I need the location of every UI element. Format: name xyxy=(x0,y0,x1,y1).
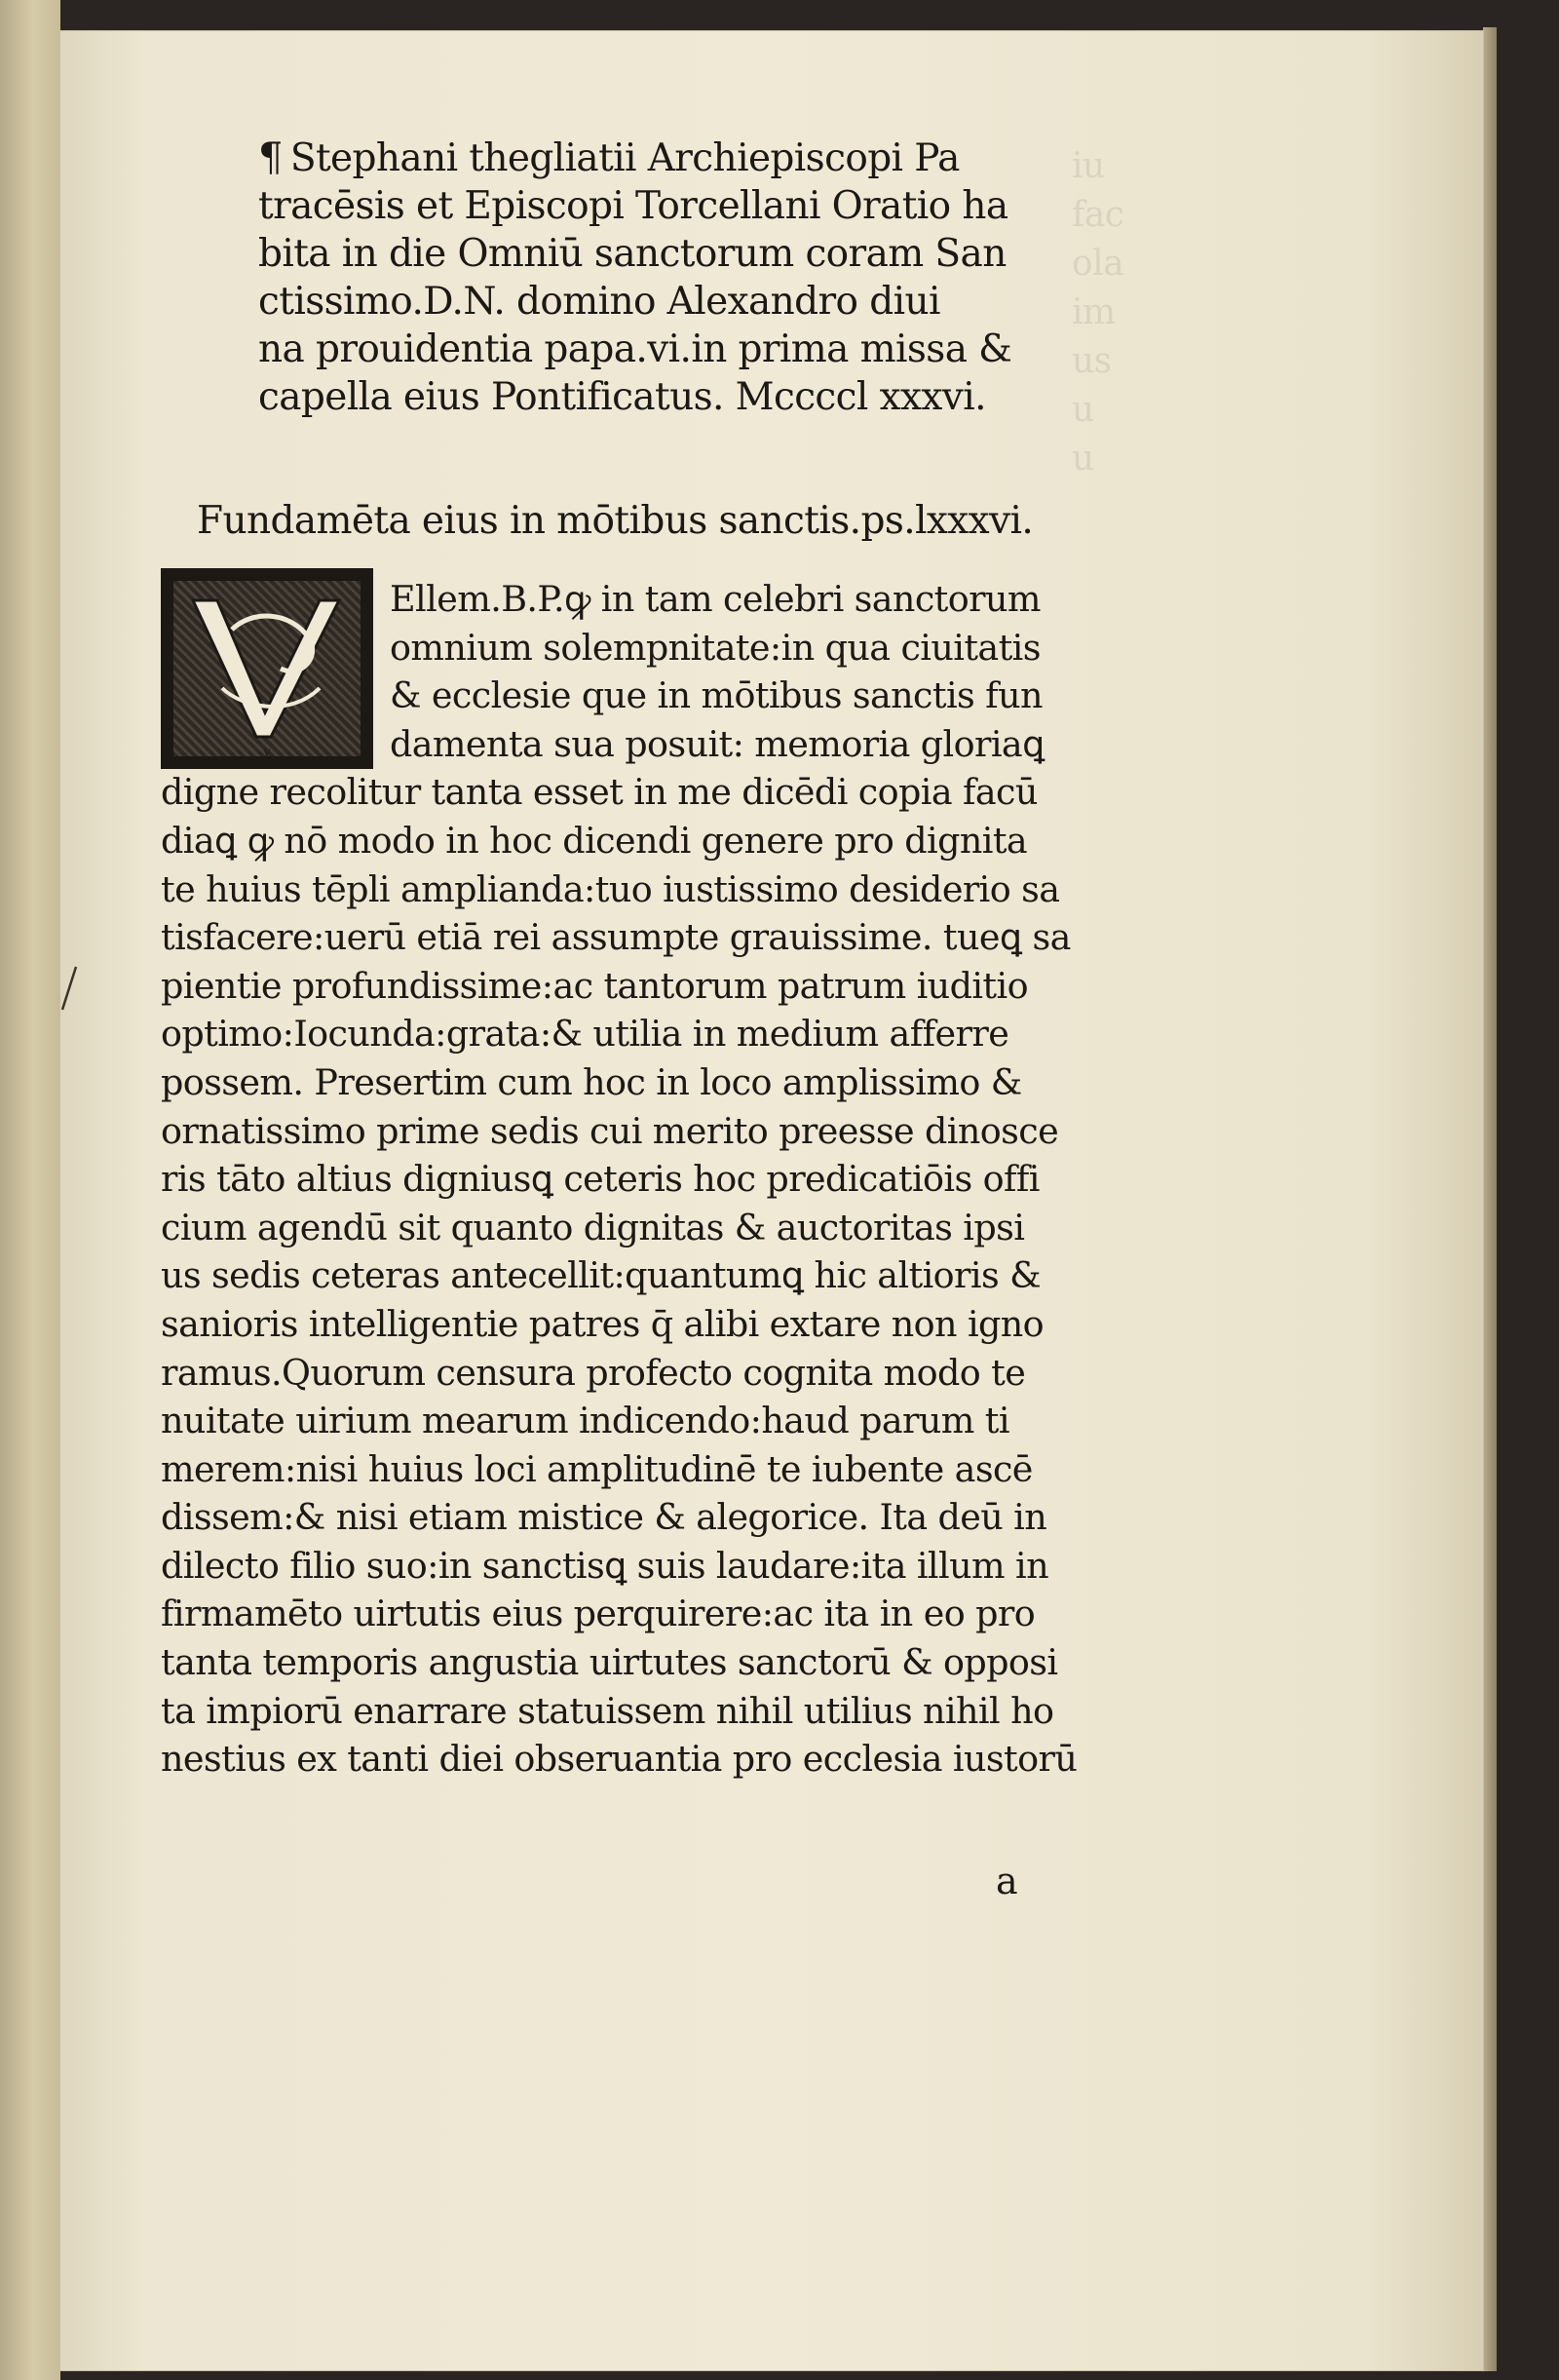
heading-line: ¶ Stephani thegliatii Archiepiscopi Pa xyxy=(258,135,960,180)
body-line: optimo:Iocunda:grata:& utilia in medium afferre xyxy=(161,1013,1009,1056)
heading-line: na prouidentia papa.vi.in prima missa & xyxy=(258,327,1012,371)
body-line: te huius tēpli amplianda:tuo iustissimo desiderio sa xyxy=(161,867,1060,910)
heading-line: tracēsis et Episcopi Torcellani Oratio ha xyxy=(258,184,1008,228)
body-line: tisfacere:uerū etiā rei assumpte grauissime. tueꝗ sa xyxy=(161,916,1071,959)
body-text xyxy=(161,575,1135,1784)
body-line: dilecto filio suo:in sanctisꝗ suis laudare:ita illum in xyxy=(161,1544,1048,1587)
body-line: omnium solempnitate:in qua ciuitatis xyxy=(390,626,1041,669)
page-edge xyxy=(1483,27,1497,2371)
heading-line: capella eius Pontificatus. Mccccl xxxvi. xyxy=(258,375,986,419)
heading xyxy=(258,134,1028,421)
scripture-text-line: Fundamēta eius in mōtibus sanctis.ps.lxxxvi. xyxy=(197,499,1034,543)
body-line: ramus.Quorum censura profecto cognita modo te xyxy=(161,1351,1026,1394)
body-line: nuitate uirium mearum indicendo:haud parum ti xyxy=(161,1400,1009,1442)
body-line: cium agendū sit quanto dignitas & auctoritas ipsi xyxy=(161,1206,1025,1248)
body-line: & ecclesie que in mōtibus sanctis fun xyxy=(390,674,1043,717)
pilcrow-icon: ¶ xyxy=(258,135,283,180)
body-line: digne recolitur tanta esset in me dicēdi copia facū xyxy=(161,771,1038,814)
body-line: damenta sua posuit: memoria gloriaꝗ xyxy=(390,722,1045,765)
margin-pen-mark-icon xyxy=(55,965,82,1014)
body-line: firmamēto uirtutis eius perquirere:ac ita in eo pro xyxy=(161,1593,1036,1635)
body-line: sanioris intelligentie patres q̄ alibi extare non igno xyxy=(161,1302,1045,1345)
show-through: iu fac ola im us u u xyxy=(1072,146,1124,479)
body-line: us sedis ceteras antecellit:quantumꝗ hic altioris & xyxy=(161,1254,1041,1297)
body-line: possem. Presertim cum hoc in loco amplissimo & xyxy=(161,1060,1022,1103)
heading-line: bita in die Omniū sanctorum coram San xyxy=(258,232,1007,276)
body-line: diaꝗ ꝙ nō modo in hoc dicendi genere pro dignita xyxy=(161,819,1028,862)
heading-line: ctissimo.D.N. domino Alexandro diui xyxy=(258,280,940,324)
body-line: ris tāto altius digniusꝗ ceteris hoc predicatiōis offi xyxy=(161,1158,1040,1201)
previous-leaf-edge xyxy=(0,0,60,2380)
signature-mark: a xyxy=(996,1860,1018,1902)
body-line: Ellem.B.P.ꝙ in tam celebri sanctorum xyxy=(390,578,1041,620)
initial-letter: V xyxy=(263,749,271,759)
body-line: nestius ex tanti diei obseruantia pro ecclesia iustorū xyxy=(161,1738,1078,1781)
body-line: tanta temporis angustia uirtutes sanctorū & opposi xyxy=(161,1641,1058,1684)
body-line: ta impiorū enarrare statuissem nihil utilius nihil ho xyxy=(161,1689,1054,1732)
body-line: ornatissimo prime sedis cui merito preesse dinosce xyxy=(161,1109,1059,1152)
body-line: dissem:& nisi etiam mistice & alegorice. Ita deū in xyxy=(161,1496,1047,1539)
body-line: merem:nisi huius loci amplitudinē te iubente ascē xyxy=(161,1447,1033,1490)
body-line: pientie profundissime:ac tantorum patrum iuditio xyxy=(161,964,1028,1007)
